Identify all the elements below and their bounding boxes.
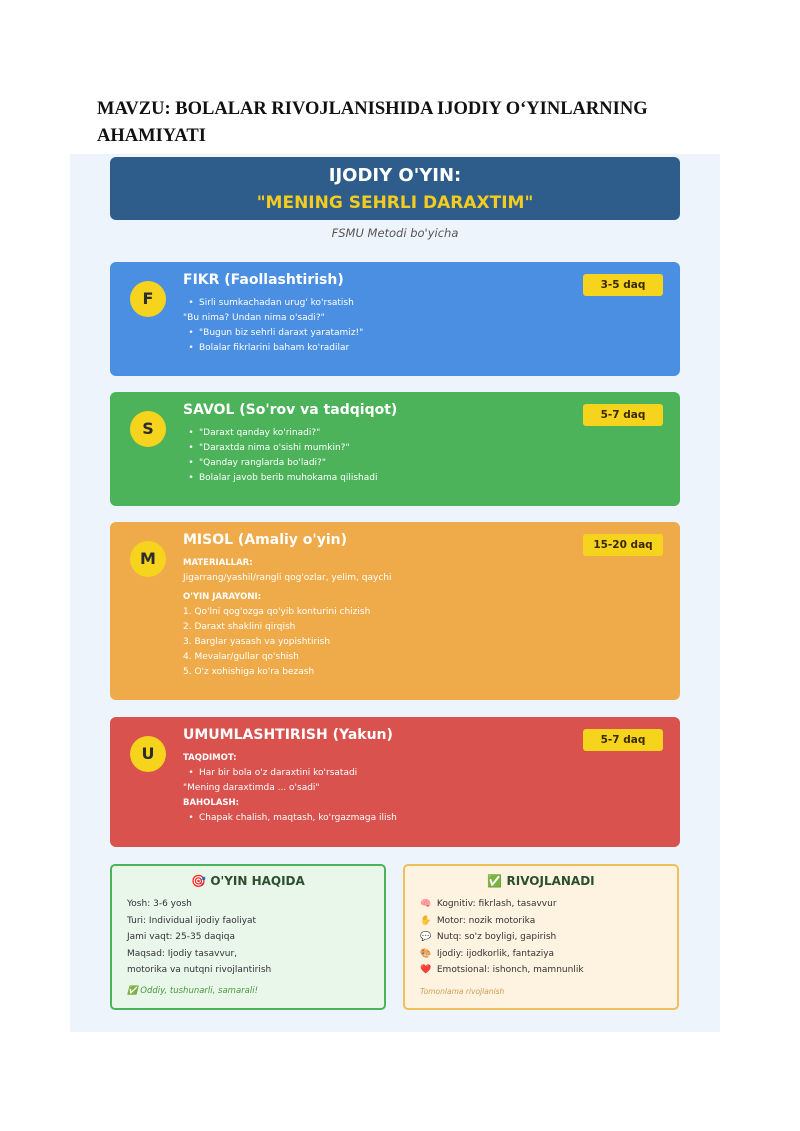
poster-header-line2: "MENING SEHRLI DARAXTIM" bbox=[256, 193, 534, 213]
list-item: 🎨 Ijodiy: ijodkorlik, fantaziya bbox=[420, 946, 584, 963]
list-item: • "Daraxtda nima o'sishi mumkin?" bbox=[183, 441, 377, 456]
method-subtitle: FSMU Metodi bo'yicha bbox=[331, 226, 459, 240]
list-item: 4. Mevalar/gullar qo'shish bbox=[183, 652, 299, 662]
list-item: • "Daraxt qanday ko'rinadi?" bbox=[183, 426, 377, 441]
letter-circle: U bbox=[130, 736, 166, 772]
card-fikr bbox=[110, 262, 680, 376]
card-umumlashtirish bbox=[110, 717, 680, 847]
letter-circle: M bbox=[130, 541, 166, 577]
list-item: 2. Daraxt shaklini qirqish bbox=[183, 622, 296, 632]
duration-badge: 3-5 daq bbox=[583, 274, 663, 296]
hand-icon: ✋ bbox=[420, 915, 432, 926]
palette-icon: 🎨 bbox=[420, 948, 432, 959]
process-label: O'YIN JARAYONI: bbox=[183, 592, 262, 602]
list-item: 3. Barglar yasash va yopishtirish bbox=[183, 637, 331, 647]
letter-circle: S bbox=[130, 411, 166, 447]
card-body bbox=[183, 426, 377, 486]
card-title: FIKR (Faollashtirish) bbox=[183, 272, 344, 288]
about-footer: ✅ Oddiy, tushunarli, samarali! bbox=[127, 986, 259, 996]
list-item: • Sirli sumkachadan urug' ko'rsatish bbox=[183, 296, 363, 311]
list-item: 1. Qo'lni qog'ozga qo'yib konturini chizish bbox=[183, 607, 371, 617]
materials-label: MATERIALLAR: bbox=[183, 558, 253, 568]
card-body bbox=[183, 296, 363, 356]
list-item: 🧠 Kognitiv: fikrlash, tasavvur bbox=[420, 896, 584, 913]
heart-icon: ❤️ bbox=[420, 965, 432, 975]
list-item: 💬 Nutq: so'z boyligi, gapirish bbox=[420, 929, 584, 946]
list-item: • "Qanday ranglarda bo'ladi?" bbox=[183, 456, 377, 471]
about-body bbox=[127, 896, 271, 979]
develops-title bbox=[405, 874, 677, 888]
poster-header-line1: IJODIY O'YIN: bbox=[328, 165, 462, 186]
list-item: • Bolalar javob berib muhokama qilishadi bbox=[183, 471, 377, 486]
develops-title-text: RIVOJLANADI bbox=[506, 874, 595, 888]
check-icon: ✅ bbox=[487, 874, 503, 888]
target-icon: 🎯 bbox=[191, 874, 207, 888]
list-item: Maqsad: Ijodiy tasavvur, bbox=[127, 948, 238, 959]
card-savol bbox=[110, 392, 680, 506]
speech-bubble-icon: 💬 bbox=[420, 932, 432, 942]
card-body bbox=[183, 751, 397, 826]
list-item: • Har bir bola o'z daraxtini ko'rsatadi bbox=[183, 766, 397, 781]
duration-badge: 15-20 daq bbox=[583, 534, 663, 556]
about-title bbox=[112, 874, 384, 888]
list-item: Jami vaqt: 25-35 daqiqa bbox=[127, 932, 235, 942]
list-item: ✋ Motor: nozik motorika bbox=[420, 913, 584, 930]
about-game-box bbox=[110, 864, 386, 1010]
card-title: MISOL (Amaliy o'yin) bbox=[183, 532, 347, 548]
presentation-label: TAQDIMOT: bbox=[183, 753, 237, 763]
develops-footer: Tomonlama rivojlanish bbox=[420, 987, 505, 996]
develops-body bbox=[420, 896, 584, 979]
list-item: • Chapak chalish, maqtash, ko'rgazmaga ilish bbox=[183, 811, 397, 826]
evaluation-label: BAHOLASH: bbox=[183, 798, 240, 808]
list-item: • "Bugun biz sehrli daraxt yaratamiz!" bbox=[183, 326, 363, 341]
card-title: UMUMLASHTIRISH (Yakun) bbox=[183, 727, 393, 743]
card-title: SAVOL (So'rov va tadqiqot) bbox=[183, 402, 398, 418]
list-item: motorika va nutqni rivojlantirish bbox=[127, 965, 272, 975]
duration-badge: 5-7 daq bbox=[583, 404, 663, 426]
list-item: Yosh: 3-6 yosh bbox=[127, 899, 192, 909]
document-title: MAVZU: BOLALAR RIVOJLANISHIDA IJODIY O‘YINLARNING AHAMIYATI bbox=[97, 99, 648, 146]
list-item: Turi: Individual ijodiy faoliyat bbox=[127, 915, 257, 926]
duration-badge: 5-7 daq bbox=[583, 729, 663, 751]
letter-circle: F bbox=[130, 281, 166, 317]
list-item: "Mening daraxtimda ... o'sadi" bbox=[183, 783, 320, 793]
develops-box bbox=[403, 864, 679, 1010]
card-misol bbox=[110, 522, 680, 700]
brain-icon: 🧠 bbox=[420, 899, 432, 909]
list-item: 5. O'z xohishiga ko'ra bezash bbox=[183, 667, 315, 677]
list-item: "Bu nima? Undan nima o'sadi?" bbox=[183, 313, 325, 323]
materials-text: Jigarrang/yashil/rangli qog'ozlar, yelim, qaychi bbox=[183, 573, 392, 583]
list-item: • Bolalar fikrlarini baham ko'radilar bbox=[183, 341, 363, 356]
poster bbox=[70, 154, 720, 1032]
poster-header bbox=[110, 157, 680, 220]
list-item: ❤️ Emotsional: ishonch, mamnunlik bbox=[420, 962, 584, 979]
card-body bbox=[183, 556, 392, 680]
about-title-text: O'YIN HAQIDA bbox=[210, 874, 305, 888]
